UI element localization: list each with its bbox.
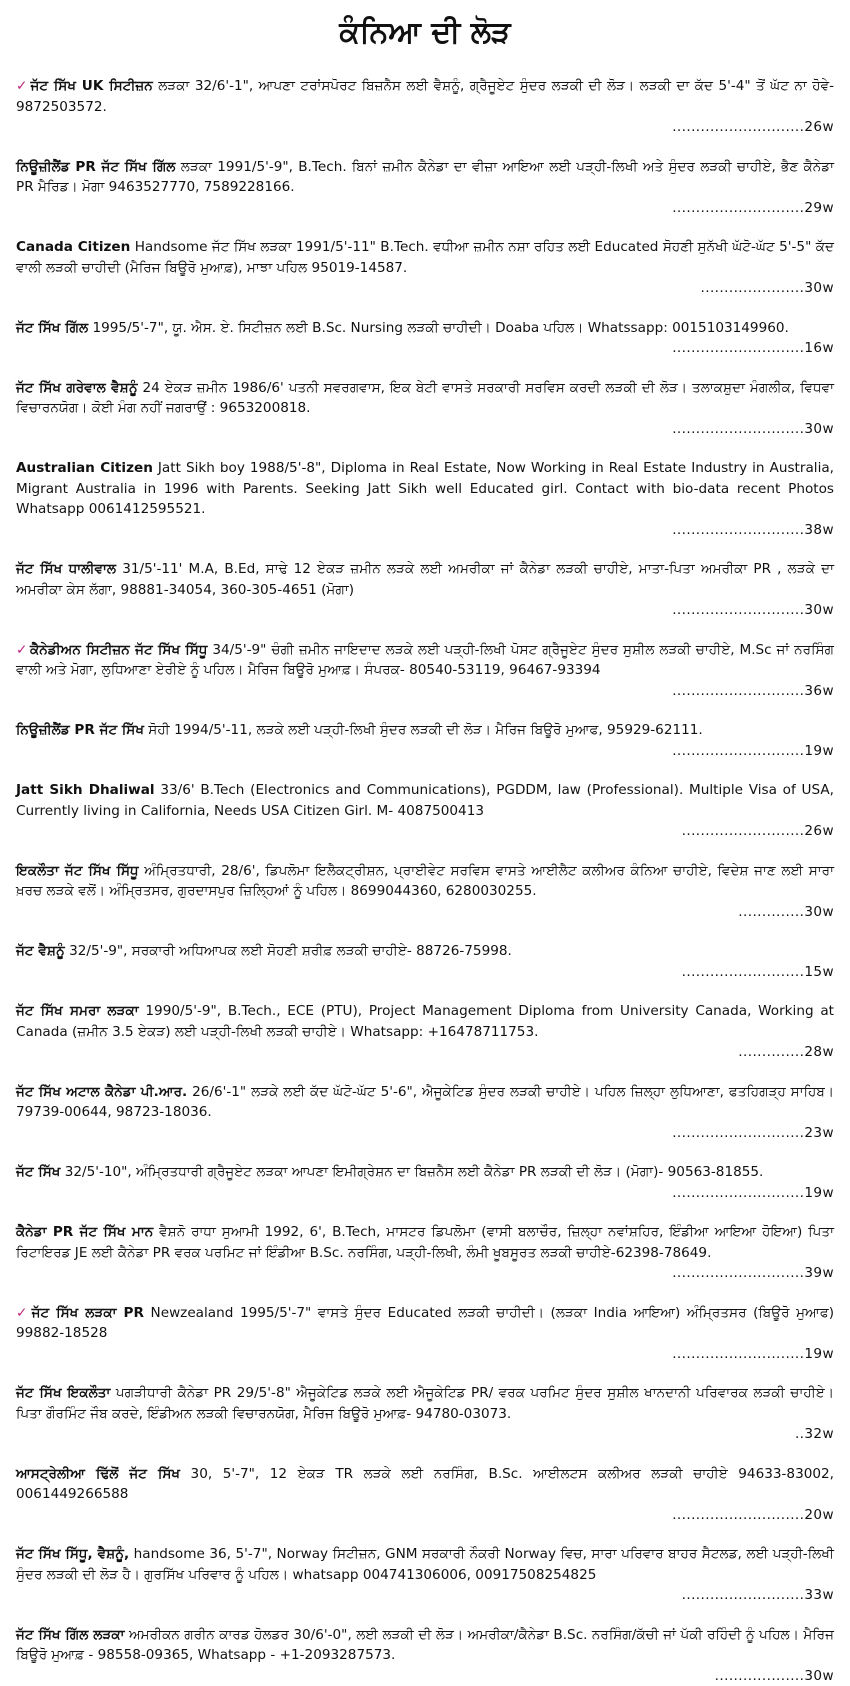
ad-item (16, 378, 834, 440)
ad-item (16, 559, 834, 621)
ad-lead: ਨਿਊਜ਼ੀਲੈਂਡ PR ਜੱਟ ਸਿੱਖ ਗਿੱਲ (16, 159, 176, 175)
ad-text: Newzealand 1995/5'-7" ਵਾਸਤੇ ਸੁੰਦਰ Educated ਲੜਕੀ ਚਾਹੀਦੀ। (ਲੜਕਾ India ਆਇਆ) ਅੰਮ੍ਰਿਤਸਰ (ਬਿਊਰੋ ਮੁਆਫ) 99882-18528 (16, 1305, 834, 1342)
ad-lead: ਆਸਟ੍ਰੇਲੀਆ ਢਿੱਲੋਂ ਜੱਟ ਸਿੱਖ (16, 1466, 180, 1482)
ad-text: 1990/5'-9", B.Tech., ECE (PTU), Project Management Diploma from University Canada, Working at Canada (ਜ਼ਮੀਨ 3.5 ਏਕੜ) ਲਈ ਪੜ੍ਹੀ-ਲਿਖੀ ਲੜਕੀ ਚਾਹੀਏ। Whatsapp: +16478711753. (16, 1003, 834, 1040)
page-title: ਕੰਨਿਆ ਦੀ ਲੋੜ (16, 0, 834, 58)
ad-code: ............................23w (672, 1123, 834, 1144)
ad-item (16, 1383, 834, 1445)
ad-item (16, 1222, 834, 1284)
ad-text: ਅੰਮ੍ਰਿਤਧਾਰੀ, 28/6', ਡਿਪਲੋਮਾ ਇਲੈਕਟ੍ਰੀਸ਼ਨ, ਪ੍ਰਾਈਵੇਟ ਸਰਵਿਸ ਵਾਸਤੇ ਆਈਲੈਟ ਕਲੀਅਰ ਕੰਨਿਆ ਚਾਹੀਏ, ਵਿਦੇਸ਼ ਜਾਣ ਲਈ ਸਾਰਾ ਖ਼ਰਚ ਲੜਕੇ ਵਲੋਂ। ਅੰਮ੍ਰਿਤਸਰ, ਗੁਰਦਾਸਪੁਰ ਜ਼ਿਲ੍ਹਿਆਂ ਨੂੰ ਪਹਿਲ। 8699044360, 6280030255. (16, 863, 834, 900)
ad-lead: ਜੱਟ ਵੈਸ਼ਨੂੰ (16, 943, 65, 959)
ads-list (16, 76, 834, 1686)
ad-code: ..........................33w (682, 1585, 834, 1606)
ad-lead: ਜੱਟ ਸਿੱਖ ਗਿੱਲ ਲੜਕਾ (16, 1627, 124, 1643)
ad-lead: ਜੱਟ ਸਿੱਖ ਅਟਾਲ ਕੈਨੇਡਾ ਪੀ.ਆਰ. (16, 1084, 187, 1100)
ad-item (16, 237, 834, 299)
checkmark-icon: ✓ (16, 1305, 30, 1321)
ad-text: 33/6' B.Tech (Electronics and Communications), PGDDM, law (Professional). Multiple Visa of USA, Currently living in California, Needs USA Citizen Girl. M- 4087500413 (16, 782, 834, 819)
ad-text: Jatt Sikh boy 1988/5'-8", Diploma in Real Estate, Now Working in Real Estate Industry in Australia, Migrant Australia in 1996 with Parents. Seeking Jatt Sikh well Educated girl. Contact with bio-data recent Photos Whatsapp 0061412595521. (16, 460, 834, 517)
ad-code: ......................30w (701, 278, 834, 299)
ad-item (16, 861, 834, 923)
ad-lead: ਜੱਟ ਸਿੱਖ UK ਸਿਟੀਜ਼ਨ (31, 78, 153, 94)
checkmark-icon: ✓ (16, 642, 28, 658)
ad-code: ............................30w (672, 419, 834, 440)
ad-text: handsome 36, 5'-7", Norway ਸਿਟੀਜ਼ਨ, GNM ਸਰਕਾਰੀ ਨੌਕਰੀ Norway ਵਿਚ, ਸਾਰਾ ਪਰਿਵਾਰ ਬਾਹਰ ਸੈਟਲਡ, ਲਈ ਪੜ੍ਹੀ-ਲਿਖੀ ਸੁੰਦਰ ਲੜਕੀ ਦੀ ਲੋੜ ਹੈ। ਗੁਰਸਿੱਖ ਪਰਿਵਾਰ ਨੂੰ ਪਹਿਲ। whatsapp 004741306006, 00917508254825 (16, 1546, 834, 1583)
ad-code: ............................19w (672, 1183, 834, 1204)
ad-item (16, 76, 834, 138)
ad-item (16, 157, 834, 219)
ad-item (16, 1082, 834, 1144)
ad-lead: Jatt Sikh Dhaliwal (16, 782, 155, 798)
ad-lead: ਜੱਟ ਸਿੱਖ ਗਰੇਵਾਲ ਵੈਸ਼ਨੂੰ (16, 380, 138, 396)
ad-lead: ਜੱਟ ਸਿੱਖ ਸਿੱਧੂ, ਵੈਸ਼ਨੂੰ, (16, 1546, 129, 1562)
ad-text: ਲੜਕਾ 32/6'-1", ਆਪਣਾ ਟਰਾਂਸਪੋਰਟ ਬਿਜ਼ਨੈਸ ਲਈ ਵੈਸ਼ਨੂੰ, ਗ੍ਰੈਜੂਏਟ ਸੁੰਦਰ ਲੜਕੀ ਦੀ ਲੋੜ। ਲੜਕੀ ਦਾ ਕੱਦ 5'-4" ਤੋਂ ਘੱਟ ਨਾ ਹੋਵੇ- 9872503572. (16, 78, 834, 115)
ad-code: ............................29w (672, 198, 834, 219)
ad-code: ............................26w (672, 117, 834, 138)
ad-text: ਪਗੜੀਧਾਰੀ ਕੈਨੇਡਾ PR 29/5'-8" ਐਜੂਕੇਟਿਡ ਲੜਕੇ ਲਈ ਐਜੂਕੇਟਿਡ PR/ ਵਰਕ ਪਰਮਿਟ ਸੁੰਦਰ ਸੁਸ਼ੀਲ ਖਾਨਦਾਨੀ ਪਰਿਵਾਰਕ ਲੜਕੀ ਚਾਹੀਏ। ਪਿਤਾ ਗੌਰਮਿੰਟ ਜੌਬ ਕਰਦੇ, ਇੰਡੀਅਨ ਲੜਕੀ ਵਿਚਾਰਨਯੋਗ, ਮੈਰਿਜ ਬਿਊਰੋ ਮੁਆਫ਼- 94780-03073. (16, 1385, 834, 1422)
ad-code: ............................36w (672, 681, 834, 702)
ad-text: 24 ਏਕੜ ਜ਼ਮੀਨ 1986/6' ਪਤਨੀ ਸਵਰਗਵਾਸ, ਇਕ ਬੇਟੀ ਵਾਸਤੇ ਸਰਕਾਰੀ ਸਰਵਿਸ ਕਰਦੀ ਲੜਕੀ ਦੀ ਲੋੜ। ਤਲਾਕਸ਼ੁਦਾ ਮੰਗਲੀਕ, ਵਿਧਵਾ ਵਿਚਾਰਨਯੋਗ। ਕੋਈ ਮੰਗ ਨਹੀਂ ਜਗਰਾਉਂ : 9653200818. (16, 380, 834, 417)
ad-item (16, 1464, 834, 1526)
ad-text: 32/5'-9", ਸਰਕਾਰੀ ਅਧਿਆਪਕ ਲਈ ਸੋਹਣੀ ਸ਼ਰੀਫ਼ ਲੜਕੀ ਚਾਹੀਏ- 88726-75998. (69, 943, 512, 959)
ad-code: ............................30w (672, 600, 834, 621)
ad-text: 26/6'-1" ਲੜਕੇ ਲਈ ਕੱਦ ਘੱਟੋ-ਘੱਟ 5'-6", ਐਜੂਕੇਟਿਡ ਸੁੰਦਰ ਲੜਕੀ ਚਾਹੀਏ। ਪਹਿਲ ਜ਼ਿਲ੍ਹਾ ਲੁਧਿਆਣਾ, ਫਤਹਿਗੜ੍ਹ ਸਾਹਿਬ। 79739-00644, 98723-18036. (16, 1084, 834, 1121)
ad-lead: ਜੱਟ ਸਿੱਖ ਸਮਰਾ ਲੜਕਾ (16, 1003, 139, 1019)
ad-lead: ਕੈਨੇਡੀਅਨ ਸਿਟੀਜ਼ਨ ਜੱਟ ਸਿੱਖ ਸਿੱਧੂ (30, 642, 207, 658)
ad-lead: Canada Citizen (16, 239, 130, 255)
ad-item (16, 1625, 834, 1686)
ad-lead: ਇਕਲੌਤਾ ਜੱਟ ਸਿੱਖ ਸਿੱਧੂ (16, 863, 139, 879)
ad-lead: ਕੈਨੇਡਾ PR ਜੱਟ ਸਿੱਖ ਮਾਨ (16, 1224, 153, 1240)
ad-code: ..............28w (738, 1042, 834, 1063)
ad-text: Handsome ਜੱਟ ਸਿੱਖ ਲੜਕਾ 1991/5'-11" B.Tech. ਵਧੀਆ ਜ਼ਮੀਨ ਨਸ਼ਾ ਰਹਿਤ ਲਈ Educated ਸੋਹਣੀ ਸੁਨੱਖੀ ਘੱਟੋ-ਘੱਟ 5'-5" ਕੱਦ ਵਾਲੀ ਲੜਕੀ ਚਾਹੀਦੀ (ਮੈਰਿਜ ਬਿਊਰੋ ਮੁਆਫ਼), ਮਾਝਾ ਪਹਿਲ 95019-14587. (16, 239, 834, 276)
checkmark-icon: ✓ (16, 78, 29, 94)
ad-lead: Australian Citizen (16, 460, 153, 476)
ad-text: 34/5'-9" ਚੰਗੀ ਜ਼ਮੀਨ ਜਾਇਦਾਦ ਲੜਕੇ ਲਈ ਪੜ੍ਹੀ-ਲਿਖੀ ਪੋਸਟ ਗ੍ਰੈਜੂਏਟ ਸੁੰਦਰ ਸੁਸ਼ੀਲ ਲੜਕੀ ਚਾਹੀਏ, M.Sc ਜਾਂ ਨਰਸਿੰਗ ਵਾਲੀ ਅਤੇ ਮੋਗਾ, ਲੁਧਿਆਣਾ ਏਰੀਏ ਨੂੰ ਪਹਿਲ। ਮੈਰਿਜ ਬਿਊਰੋ ਮੁਆਫ਼। ਸੰਪਰਕ- 80540-53119, 96467-93394 (16, 642, 834, 679)
ad-text: ਵੈਸ਼ਨੋ ਰਾਧਾ ਸੁਆਮੀ 1992, 6', B.Tech, ਮਾਸਟਰ ਡਿਪਲੋਮਾ (ਵਾਸੀ ਬਲਾਚੌਰ, ਜ਼ਿਲ੍ਹਾ ਨਵਾਂਸ਼ਹਿਰ, ਇੰਡੀਆ ਆਇਆ ਹੋਇਆ) ਪਿਤਾ ਰਿਟਾਇਰਡ JE ਲਈ ਕੈਨੇਡਾ PR ਵਰਕ ਪਰਮਿਟ ਜਾਂ ਇੰਡੀਆ B.Sc. ਨਰਸਿੰਗ, ਪੜ੍ਹੀ-ਲਿਖੀ, ਲੰਮੀ ਖੂਬਸੂਰਤ ਲੜਕੀ ਚਾਹੀਏ-62398-78649. (16, 1224, 834, 1261)
ad-text: ਅਮਰੀਕਨ ਗਰੀਨ ਕਾਰਡ ਹੋਲਡਰ 30/6'-0", ਲਈ ਲੜਕੀ ਦੀ ਲੋੜ। ਅਮਰੀਕਾ/ਕੈਨੇਡਾ B.Sc. ਨਰਸਿੰਗ/ਕੱਚੀ ਜਾਂ ਪੱਕੀ ਰਹਿੰਦੀ ਨੂੰ ਪਹਿਲ। ਮੈਰਿਜ ਬਿਊਰੋ ਮੁਆਫ਼ - 98558-09365, Whatsapp - +1-2093287573. (16, 1627, 834, 1664)
ad-item (16, 720, 834, 761)
ad-item (16, 458, 834, 540)
ad-text: 30, 5'-7", 12 ਏਕੜ TR ਲੜਕੇ ਲਈ ਨਰਸਿੰਗ, B.Sc. ਆਈਲਟਸ ਕਲੀਅਰ ਲੜਕੀ ਚਾਹੀਏ 94633-83002, 0061449266588 (16, 1466, 834, 1503)
ad-code: ..............30w (738, 902, 834, 923)
ad-text: 32/5'-10", ਅੰਮ੍ਰਿਤਧਾਰੀ ਗ੍ਰੈਜੂਏਟ ਲੜਕਾ ਆਪਣਾ ਇਮੀਗ੍ਰੇਸ਼ਨ ਦਾ ਬਿਜ਼ਨੈਸ ਲਈ ਕੈਨੇਡਾ PR ਲੜਕੀ ਦੀ ਲੋੜ। (ਮੋਗਾ)- 90563-81855. (65, 1164, 764, 1180)
ad-item (16, 318, 834, 359)
ad-text: 31/5'-11' M.A, B.Ed, ਸਾਢੇ 12 ਏਕੜ ਜ਼ਮੀਨ ਲੜਕੇ ਲਈ ਅਮਰੀਕਾ ਜਾਂ ਕੈਨੇਡਾ ਲੜਕੀ ਚਾਹੀਏ, ਮਾਤਾ-ਪਿਤਾ ਅਮਰੀਕਾ PR , ਲੜਕੇ ਦਾ ਅਮਰੀਕਾ ਕੇਸ ਲੱਗਾ, 98881-34054, 360-305-4651 (ਮੋਗਾ) (16, 561, 834, 598)
ad-code: ..........................26w (682, 821, 834, 842)
ad-lead: ਜੱਟ ਸਿੱਖ ਇਕਲੌਤਾ (16, 1385, 110, 1401)
ad-code: ............................39w (672, 1263, 834, 1284)
ad-item (16, 1303, 834, 1365)
ad-item (16, 941, 834, 982)
ad-item (16, 640, 834, 702)
ad-item (16, 1162, 834, 1203)
ad-text: ਲੜਕਾ 1991/5'-9", B.Tech. ਬਿਨਾਂ ਜ਼ਮੀਨ ਕੈਨੇਡਾ ਦਾ ਵੀਜ਼ਾ ਆਇਆ ਲਈ ਪੜ੍ਹੀ-ਲਿਖੀ ਅਤੇ ਸੁੰਦਰ ਲੜਕੀ ਚਾਹੀਏ, ਭੈਣ ਕੈਨੇਡਾ PR ਮੈਰਿਡ। ਮੋਗਾ 9463527770, 7589228166. (16, 159, 834, 196)
ad-code: ...................30w (715, 1666, 834, 1686)
ad-code: ............................20w (672, 1505, 834, 1526)
ad-code: ..........................15w (682, 962, 834, 983)
ad-lead: ਜੱਟ ਸਿੱਖ ਲੜਕਾ PR (32, 1305, 144, 1321)
ad-item (16, 1544, 834, 1606)
ad-item (16, 780, 834, 842)
ad-lead: ਜੱਟ ਸਿੱਖ (16, 1164, 60, 1180)
ad-code: ............................19w (672, 741, 834, 762)
ad-item (16, 1001, 834, 1063)
ad-text: 1995/5'-7", ਯੂ. ਐਸ. ਏ. ਸਿਟੀਜ਼ਨ ਲਈ B.Sc. Nursing ਲੜਕੀ ਚਾਹੀਦੀ। Doaba ਪਹਿਲ। Whatssapp: 0015103149960. (92, 320, 788, 336)
ad-code: ............................38w (672, 520, 834, 541)
ad-lead: ਨਿਊਜ਼ੀਲੈਂਡ PR ਜੱਟ ਸਿੱਖ (16, 722, 144, 738)
ad-code: ............................16w (672, 338, 834, 359)
ad-lead: ਜੱਟ ਸਿੱਖ ਗਿੱਲ (16, 320, 88, 336)
ad-lead: ਜੱਟ ਸਿੱਖ ਧਾਲੀਵਾਲ (16, 561, 116, 577)
ad-code: ............................19w (672, 1344, 834, 1365)
ad-text: ਸੋਹੀ 1994/5'-11, ਲੜਕੇ ਲਈ ਪੜ੍ਹੀ-ਲਿਖੀ ਸੁੰਦਰ ਲੜਕੀ ਦੀ ਲੋੜ। ਮੈਰਿਜ ਬਿਊਰੋ ਮੁਆਫ, 95929-62111. (148, 722, 702, 738)
ad-code: ..32w (795, 1424, 834, 1445)
